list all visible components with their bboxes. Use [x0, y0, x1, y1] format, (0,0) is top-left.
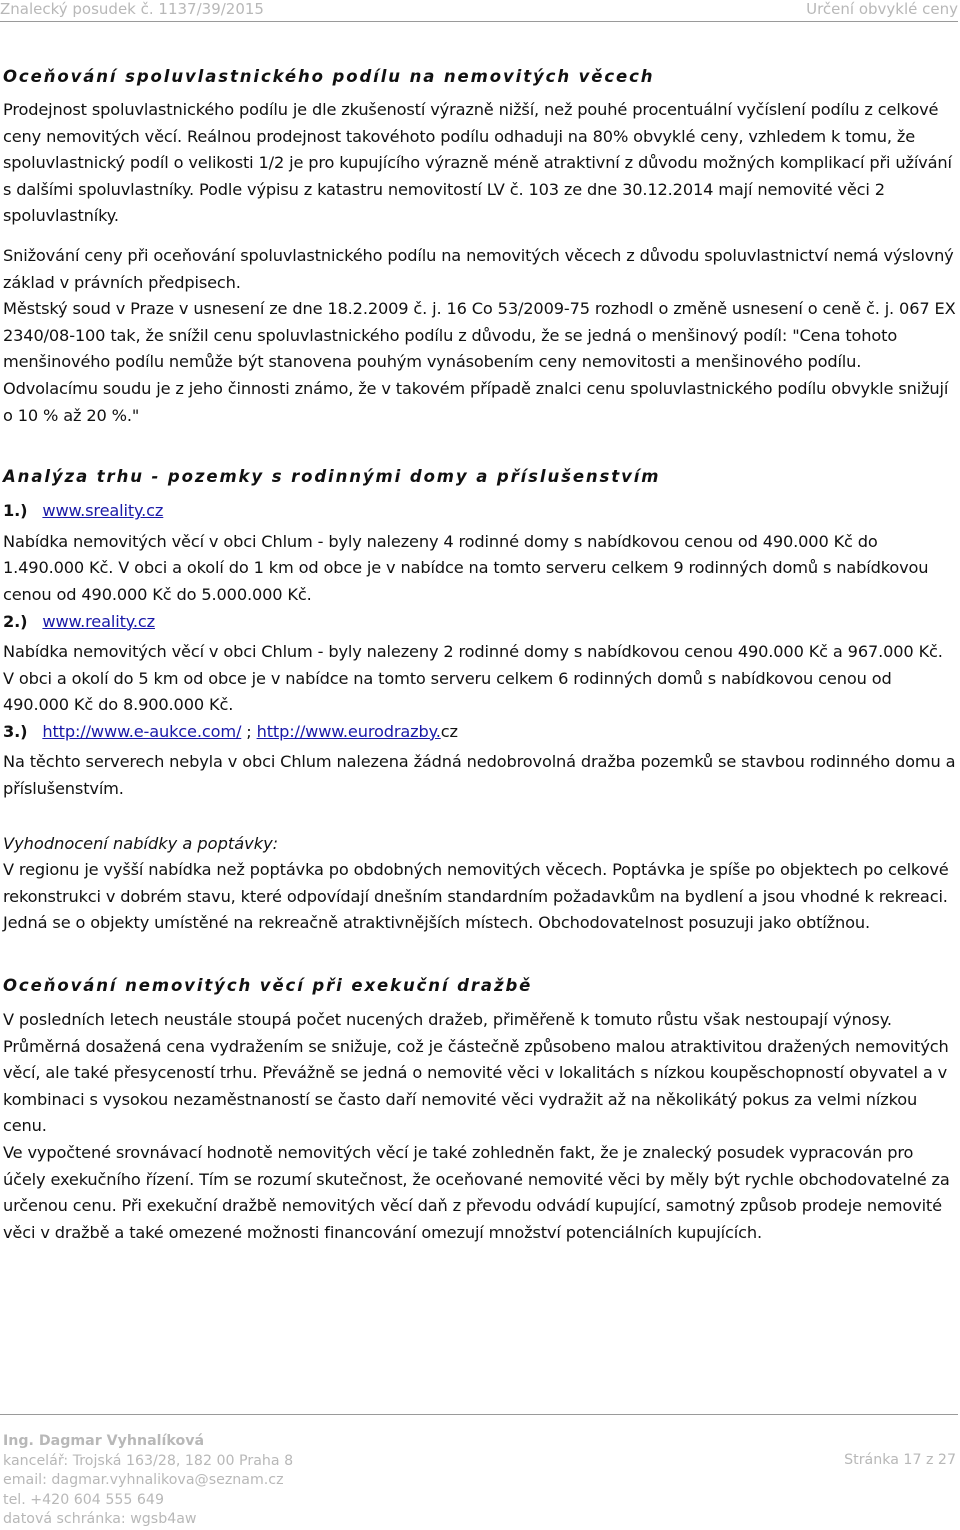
footer-divider [0, 1414, 958, 1415]
footer-page-number: Stránka 17 z 27 [844, 1452, 956, 1468]
paragraph-court-ruling: Městský soud v Praze v usnesení ze dne 18.2.2009 č. j. 16 Co 53/2009-75 rozhodl o změně usnesení o ceně č. j. 067 EX 2340/08-100 tak, že snížil cenu spoluvlastnického podílu z důvodu, že se jedná o menšinový podíl: "Cena tohoto menšinového podílu nemůže být stanovena pouhým vynásobením ceny nemovitosti a menšinového podílu. Odvolacímu soudu je z jeho činnosti známo, že v takovém případě znalci cenu spoluvlastnického podílu obvykle snižují o 10 % až 20 %." [3, 299, 956, 425]
market-item-3-text: Na těchto serverech nebyla v obci Chlum nalezena žádná nedobrovolná dražba pozemků se stavbou rodinného domu a příslušenstvím. [3, 752, 956, 799]
market-item-3-number: 3.) [3, 721, 28, 741]
paragraph-coownership-1: Prodejnost spoluvlastnického podílu je dle zkušeností výrazně nižší, než pouhé procentuální vyčíslení podílu z celkové ceny nemovitých věcí. Reálnou prodejnost takovéhoto podílu odhaduji na 80% obvyklé ceny, vzhledem k tomu, že spoluvlastnický podíl o velikosti 1/2 je pro kupujícího výrazně méně atraktivní z důvodu možných komplikací při užívání s dalšími spoluvlastníky. Podle výpisu z katastru nemovitostí LV č. 103 ze dne 30.12.2014 mají nemovité věci 2 spoluvlastníky. [3, 100, 952, 226]
market-item-2 [3, 609, 958, 636]
market-item-1-number: 1.) [3, 501, 28, 521]
link-e-aukce[interactable]: http://www.e-aukce.com/ [42, 721, 242, 741]
link-eurodrazby-tail: cz [440, 721, 458, 741]
footer-databox: datová schránka: wgsb4aw [3, 1511, 197, 1527]
link-separator: ; [241, 721, 257, 741]
section-title-coownership: Oceňování spoluvlastnického podílu na nemovitých věcech [3, 67, 655, 86]
section-title-market-analysis: Analýza trhu - pozemky s rodinnými domy a příslušenstvím [3, 467, 661, 487]
link-reality[interactable]: www.reality.cz [42, 611, 155, 631]
link-eurodrazby[interactable]: http://www.eurodrazby. [256, 721, 441, 741]
footer-office: kancelář: Trojská 163/28, 182 00 Praha 8 [3, 1452, 294, 1469]
header-divider [0, 21, 958, 22]
footer-contact [3, 1432, 293, 1530]
market-item-1-text: Nabídka nemovitých věcí v obci Chlum - byly nalezeny 4 rodinné domy s nabídkovou cenou od 490.000 Kč do 1.490.000 Kč. V obci a okolí do 1 km od obce je v nabídce na tomto serveru celkem 9 rodinných domů s nabídkovou cenou od 490.000 Kč do 5.000.000 Kč. [3, 531, 929, 604]
paragraph-coownership-2: Snižování ceny při oceňování spoluvlastnického podílu na nemovitých věcech z důvodu spoluvlastnictví nemá výslovný základ v právních předpisech. [3, 245, 954, 292]
paragraph-auction-1: V posledních letech neustále stoupá počet nucených dražeb, přiměřeně k tomuto růstu však nestoupají výnosy. Průměrná dosažená cena vydražením se snižuje, což je částečně způsobeno malou atraktivitou dražených nemovitých věcí, ale také přesyceností trhu. Převážně se jedná o nemovité věci v lokalitách s nízkou koupěschopností obyvatel a v kombinaci s vysokou nezaměstnaností se často daří nemovité věci vydražit až na několikátý pokus za velmi nízkou cenu. [3, 1010, 949, 1136]
header-document-title: Znalecký posudek č. 1137/39/2015 [0, 0, 264, 18]
footer-email: email: dagmar.vyhnalikova@seznam.cz [3, 1472, 284, 1488]
link-sreality[interactable]: www.sreality.cz [42, 501, 164, 521]
footer-phone: tel. +420 604 555 649 [3, 1491, 164, 1508]
market-item-1 [3, 498, 958, 525]
paragraph-auction-2: Ve vypočtené srovnávací hodnotě nemovitých věcí je také zohledněn fakt, že je znalecký posudek vypracován pro účely exekučního řízení. Tím se rozumí skutečnost, že oceňované nemovité věci by měly být rychle obchodovatelné za určenou cenu. Při exekuční dražbě nemovitých věcí daň z převodu odvádí kupující, samotný způsob prodeje nemovité věci v dražbě a také omezené možnosti financování omezují množství potenciálních kupujících. [3, 1143, 950, 1242]
footer-name: Ing. Dagmar Vyhnalíková [3, 1433, 205, 1449]
evaluation-title: Vyhodnocení nabídky a poptávky: [3, 833, 279, 853]
market-item-3 [3, 719, 958, 746]
evaluation-text: V regionu je vyšší nabídka než poptávka po obdobných nemovitých věcech. Poptávka je spíše po objektech po celkové rekonstrukci v dobrém stavu, které odpovídají dnešním standardním požadavkům na bydlení a jsou vhodné k rekreaci. Jedná se o objekty umístěné na rekreačně atraktivnějších místech. Obchodovatelnost posuzuji jako obtížnou. [3, 860, 949, 933]
page-content [3, 66, 958, 1246]
market-item-2-number: 2.) [3, 611, 28, 631]
market-item-2-text: Nabídka nemovitých věcí v obci Chlum - byly nalezeny 2 rodinné domy s nabídkovou cenou 490.000 Kč a 967.000 Kč. V obci a okolí do 5 km od obce je v nabídce na tomto serveru celkem 6 rodinných domů s nabídkovou cenou od 490.000 Kč do 8.900.000 Kč. [3, 642, 943, 715]
section-title-auction: Oceňování nemovitých věcí při exekuční dražbě [3, 976, 533, 996]
header-section-title: Určení obvyklé ceny [806, 0, 958, 18]
